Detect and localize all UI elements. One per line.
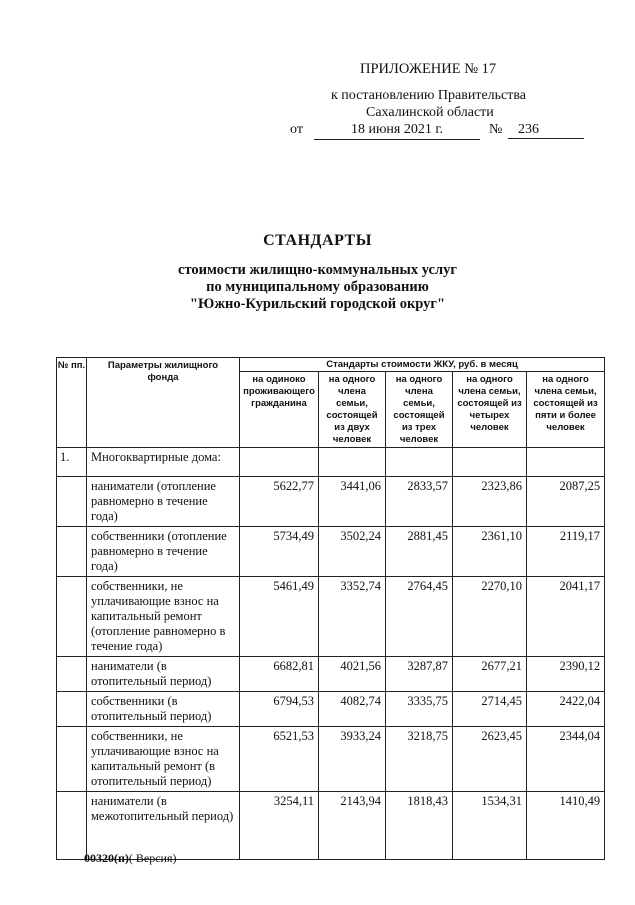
- row-label: собственники, не уплачивающие взнос на капитальный ремонт (отопление равномерно в течение года): [87, 577, 240, 657]
- value-cell: 1534,31: [453, 792, 527, 860]
- appendix-title: ПРИЛОЖЕНИЕ № 17: [360, 61, 497, 77]
- section-label: Многоквартирные дома:: [87, 448, 240, 477]
- row-label: собственники (в отопительный период): [87, 692, 240, 727]
- value-cell: 5734,49: [240, 527, 319, 577]
- value-cell: 2422,04: [527, 692, 605, 727]
- value-cell: 2623,45: [453, 727, 527, 792]
- col-header-five: на одного члена семьи, состоящей из пяти и более человек: [527, 372, 605, 448]
- value-cell: 2344,04: [527, 727, 605, 792]
- value-cell: 3287,87: [386, 657, 453, 692]
- table-row: [57, 527, 605, 577]
- value-cell: 2833,57: [386, 477, 453, 527]
- value-cell: 3441,06: [319, 477, 386, 527]
- appendix-date-row: [290, 122, 590, 142]
- from-label: от: [290, 122, 303, 137]
- value-cell: 2143,94: [319, 792, 386, 860]
- table-row: [57, 477, 605, 527]
- group-header: Стандарты стоимости ЖКУ, руб. в месяц: [240, 358, 605, 372]
- row-label: собственники, не уплачивающие взнос на капитальный ремонт (в отопительный период): [87, 727, 240, 792]
- value-cell: 2390,12: [527, 657, 605, 692]
- value-cell: 2361,10: [453, 527, 527, 577]
- row-label: собственники (отопление равномерно в течение года): [87, 527, 240, 577]
- row-label: наниматели (в отопительный период): [87, 657, 240, 692]
- value-cell: 3254,11: [240, 792, 319, 860]
- section-row: [57, 448, 605, 477]
- table-row: [57, 792, 605, 860]
- row-label: наниматели (отопление равномерно в течение года): [87, 477, 240, 527]
- value-cell: 2714,45: [453, 692, 527, 727]
- document-code: 00320(п): [84, 851, 129, 865]
- value-cell: 3352,74: [319, 577, 386, 657]
- appendix-line-1: к постановлению Правительства: [331, 88, 527, 103]
- col-header-three: на одного члена семьи, состоящей из трех человек: [386, 372, 453, 448]
- table-row: [57, 692, 605, 727]
- document-subtitle-1: стоимости жилищно-коммунальных услуг: [178, 262, 457, 278]
- section-num: 1.: [57, 448, 87, 477]
- value-cell: 6794,53: [240, 692, 319, 727]
- value-cell: 3335,75: [386, 692, 453, 727]
- value-cell: 6521,53: [240, 727, 319, 792]
- value-cell: 2323,86: [453, 477, 527, 527]
- value-cell: 3218,75: [386, 727, 453, 792]
- value-cell: 1818,43: [386, 792, 453, 860]
- value-cell: 2764,45: [386, 577, 453, 657]
- resolution-number: 236: [508, 122, 584, 139]
- value-cell: 2270,10: [453, 577, 527, 657]
- col-header-num: № пп.: [57, 358, 87, 448]
- table-row: [57, 727, 605, 792]
- version-label: ( Версия): [128, 851, 177, 865]
- document-subtitle-2: по муниципальному образованию: [206, 279, 429, 295]
- value-cell: 2881,45: [386, 527, 453, 577]
- col-header-two: на одного члена семьи, состоящей из двух человек: [319, 372, 386, 448]
- value-cell: 1410,49: [527, 792, 605, 860]
- value-cell: 3933,24: [319, 727, 386, 792]
- value-cell: 2041,17: [527, 577, 605, 657]
- value-cell: 3502,24: [319, 527, 386, 577]
- value-cell: 2087,25: [527, 477, 605, 527]
- document-subtitle-3: "Южно-Курильский городской округ": [189, 296, 446, 312]
- col-header-four: на одного члена семьи, состоящей из четырех человек: [453, 372, 527, 448]
- value-cell: 4082,74: [319, 692, 386, 727]
- value-cell: 2677,21: [453, 657, 527, 692]
- table-row: [57, 657, 605, 692]
- footer: [84, 851, 177, 866]
- col-header-single: на одиноко проживающего гражданина: [240, 372, 319, 448]
- row-label: наниматели (в межотопительный период): [87, 792, 240, 860]
- value-cell: 4021,56: [319, 657, 386, 692]
- number-label: №: [489, 122, 503, 137]
- appendix-line-2: Сахалинской области: [366, 105, 494, 120]
- col-header-params: Параметры жилищного фонда: [87, 358, 240, 448]
- standards-table: [56, 357, 605, 860]
- document-title: СТАНДАРТЫ: [263, 232, 372, 249]
- resolution-date: 18 июня 2021 г.: [314, 122, 480, 140]
- value-cell: 6682,81: [240, 657, 319, 692]
- value-cell: 5461,49: [240, 577, 319, 657]
- table-row: [57, 577, 605, 657]
- table-header-row: [57, 358, 605, 372]
- value-cell: 5622,77: [240, 477, 319, 527]
- value-cell: 2119,17: [527, 527, 605, 577]
